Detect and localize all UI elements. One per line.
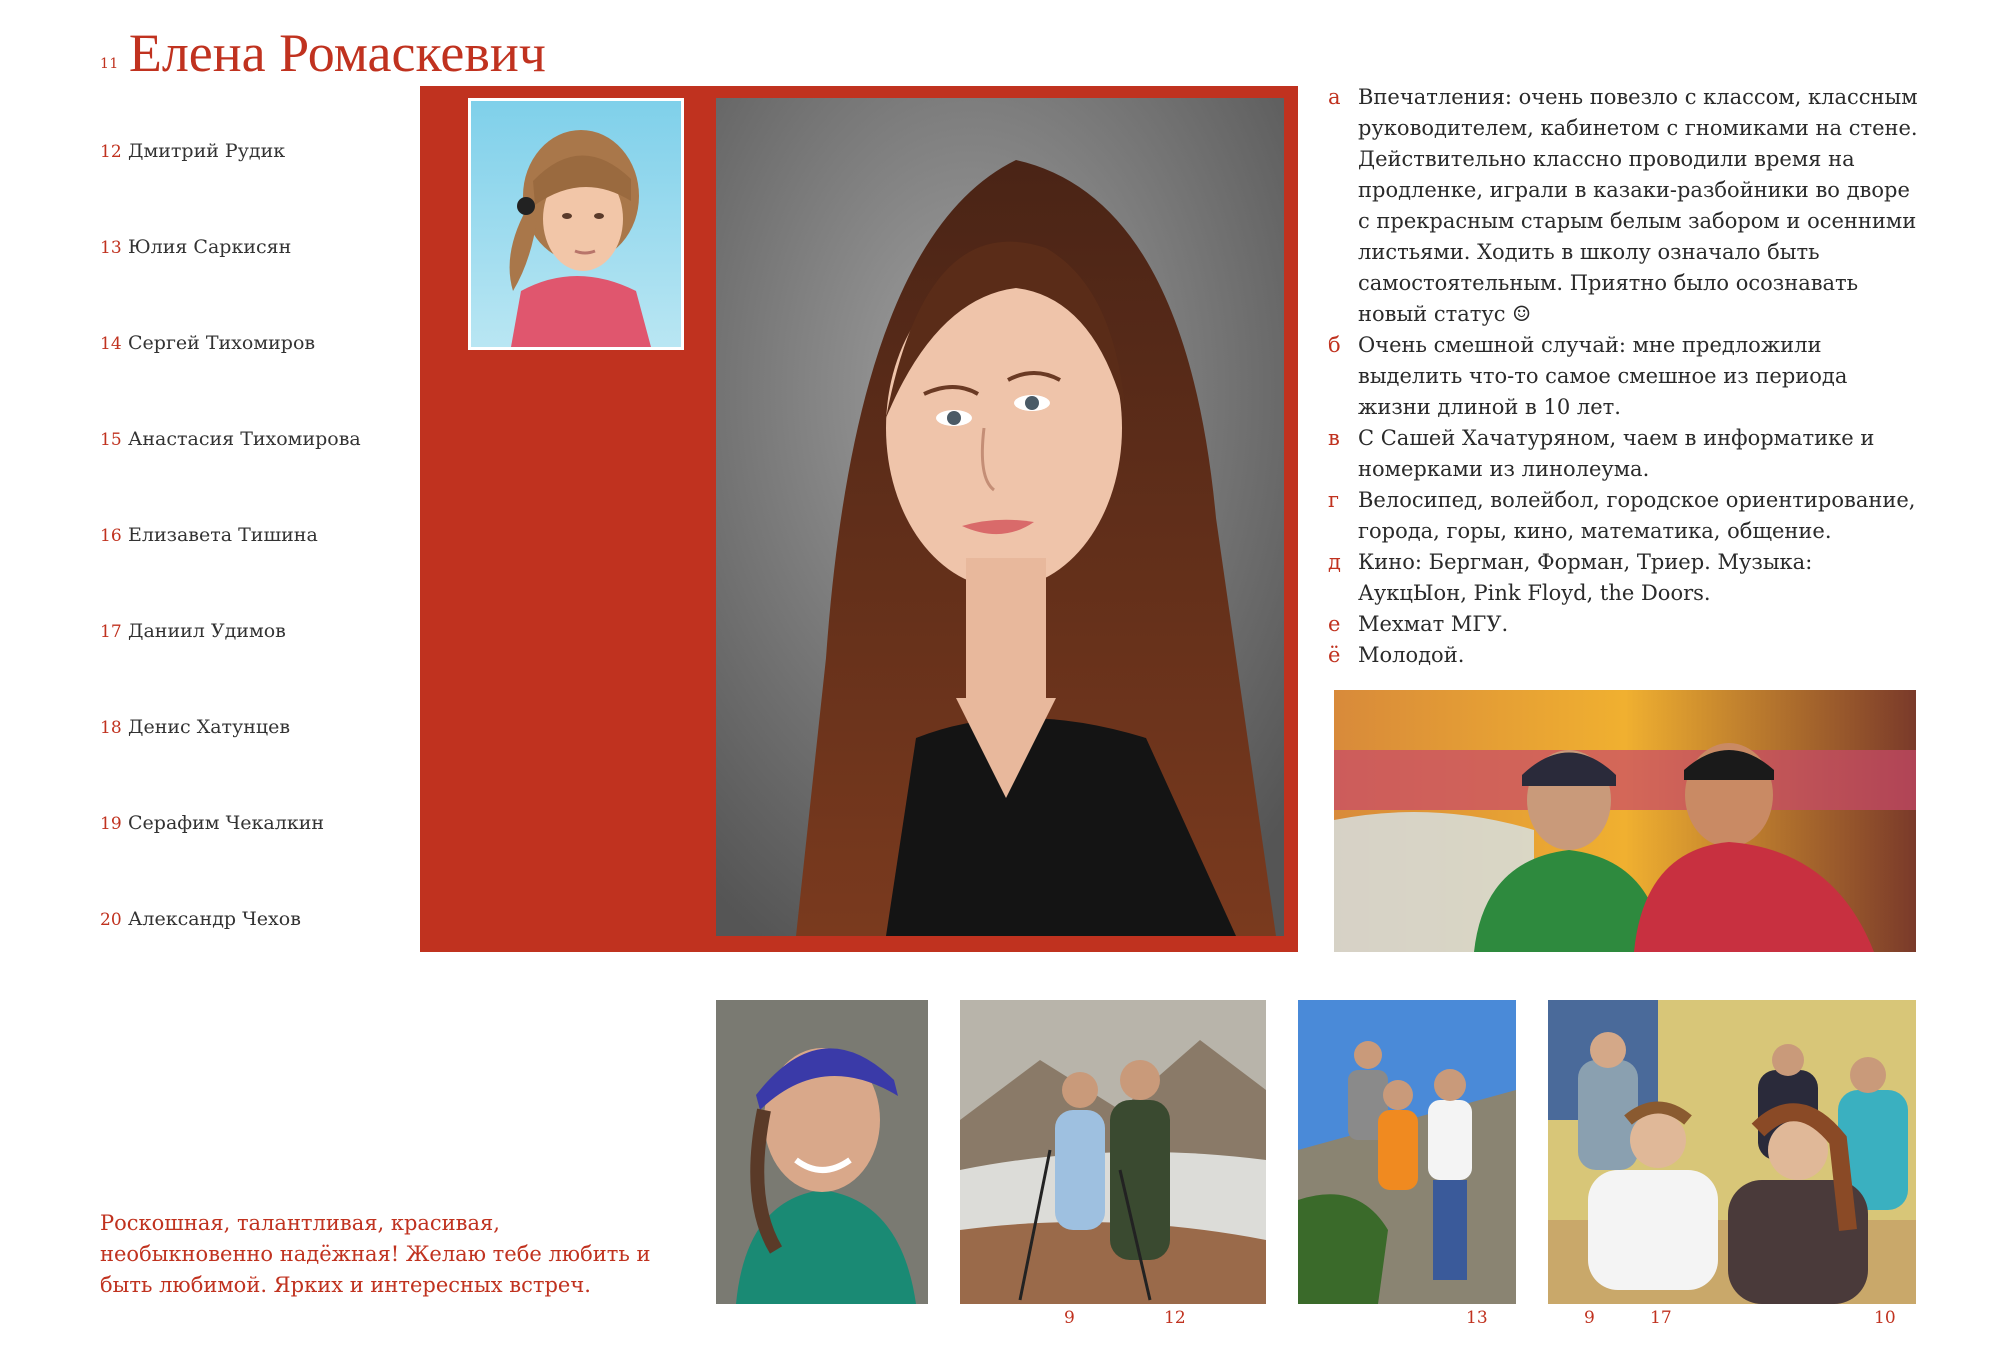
photo-caption: 13 (1466, 1308, 1488, 1328)
list-item: 19 Серафим Чекалкин (100, 812, 325, 834)
main-portrait (716, 98, 1284, 936)
list-item: 17 Даниил Удимов (100, 620, 286, 642)
photo-caption: 10 (1874, 1308, 1896, 1328)
photo-caption: 12 (1164, 1308, 1186, 1328)
classroom-photo (1548, 1000, 1916, 1304)
answer-item: в С Сашей Хачатуряном, чаем в информатике и номерками из линолеума. (1328, 426, 1875, 481)
answer-item: ё Молодой. (1328, 643, 1465, 667)
page-title: Елена Ромаскевич (128, 23, 546, 83)
portrait-panel (420, 86, 1298, 952)
list-item: 12 Дмитрий Рудик (100, 140, 286, 162)
list-item: 16 Елизавета Тишина (100, 524, 318, 546)
amusement-park-photo (1334, 690, 1916, 952)
answer-item: е Мехмат МГУ. (1328, 612, 1509, 636)
wish-text: Роскошная, талантливая, красивая, необыкновенно надёжная! Желаю тебе любить и быть любимой. Ярких и интересных встреч. (100, 1211, 651, 1297)
questionnaire-answers (1328, 82, 1918, 671)
rocks-photo (1298, 1000, 1516, 1304)
bandana-photo (716, 1000, 928, 1304)
answer-item: а Впечатления: очень повезло с классом, классным руководителем, кабинетом с гномиками на стене. Действительно классно проводили время на продленке, играли в казаки-разбойники во дворе с прекрасным старым белым забором и осенними листьями. Ходить в школу означало быть самостоятельным. Приятно было осознавать новый статус ☺ (1328, 85, 1918, 326)
list-item: 18 Денис Хатунцев (100, 716, 291, 738)
answer-item: б Очень смешной случай: мне предложили выделить что-то самое смешное из периода жизни длиной в 10 лет. (1328, 333, 1848, 419)
student-number: 11 (100, 56, 119, 72)
list-item: 20 Александр Чехов (100, 908, 301, 930)
childhood-photo (468, 98, 684, 350)
list-item: 15 Анастасия Тихомирова (100, 428, 361, 450)
hiking-photo (960, 1000, 1266, 1304)
list-item: 13 Юлия Саркисян (100, 236, 292, 258)
page-header (100, 10, 546, 83)
answer-item: д Кино: Бергман, Форман, Триер. Музыка: АукцЫон, Pink Floyd, the Doors. (1328, 550, 1813, 605)
answer-item: г Велосипед, волейбол, городское ориентирование, города, горы, кино, математика, общение. (1328, 488, 1916, 543)
photo-caption: 9 (1064, 1308, 1075, 1328)
photo-caption: 17 (1650, 1308, 1672, 1328)
list-item: 14 Сергей Тихомиров (100, 332, 316, 354)
photo-caption: 9 (1584, 1308, 1595, 1328)
